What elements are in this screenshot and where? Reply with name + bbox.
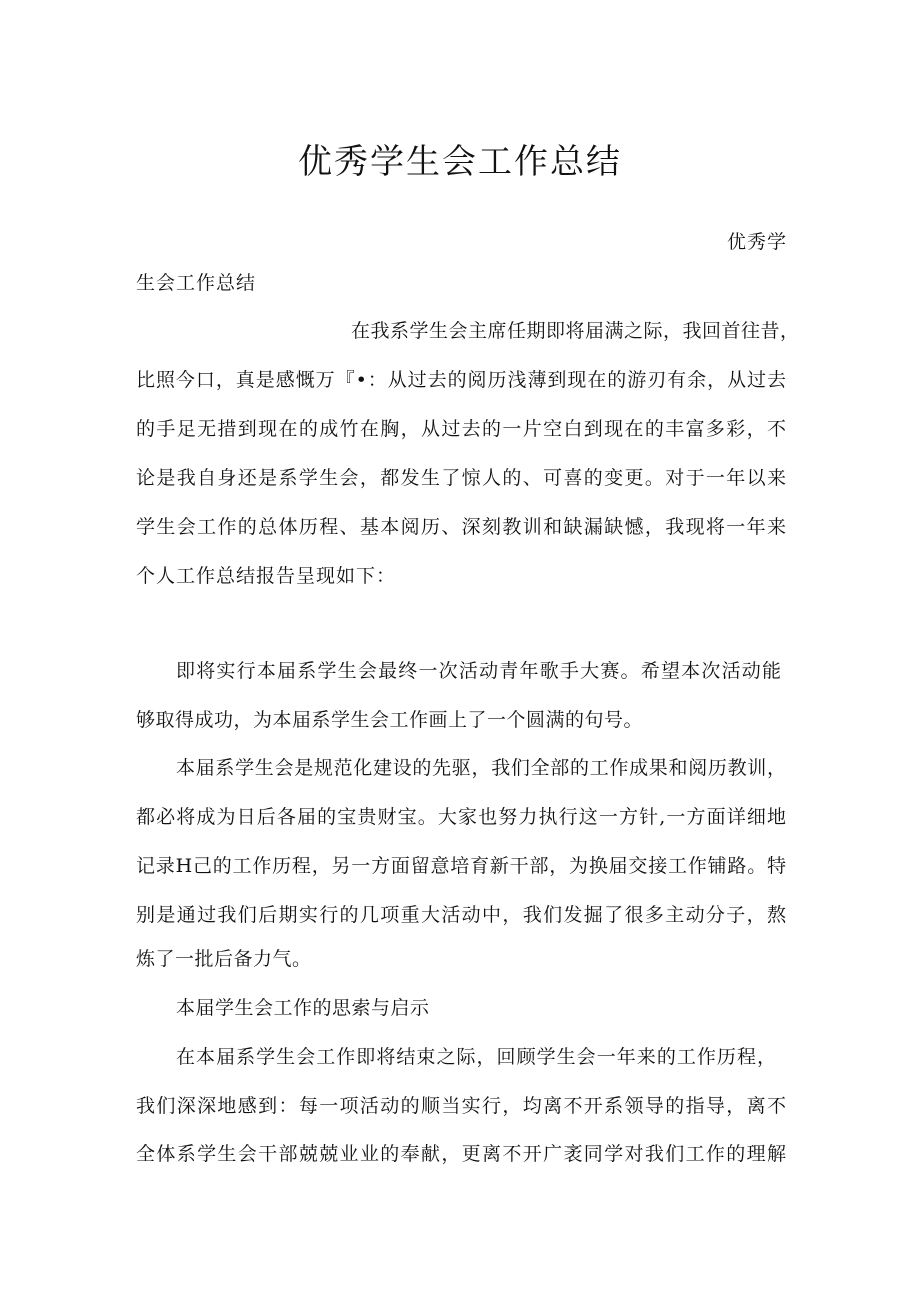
paragraph-line: 论是我自身还是系学生会，都发生了惊人的、可喜的变更。对于一年以来 (136, 467, 786, 489)
author-line-2: 生会工作总结 (136, 272, 257, 294)
paragraph-line: 我们深深地感到：每一项活动的顺当实行，均离不开系领导的指导，离不 (136, 1095, 786, 1117)
paragraph-line: 即将实行本届系学生会最终一次活动青年歌手大赛。希望本次活动能 (176, 660, 781, 682)
paragraph-line: 都必将成为日后各届的宝贵财宝。大家也努力执行这一方针,一方面详细地 (136, 806, 786, 828)
author-line-1: 优秀学 (727, 231, 788, 253)
paragraph-line: 炼了一批后备力气。 (136, 948, 312, 970)
paragraph-line: 学生会工作的总体历程、基本阅历、深刻教训和缺漏缺憾，我现将一年来 (136, 516, 786, 538)
paragraph-line: 本届系学生会是规范化建设的先驱，我们全部的工作成果和阅历教训， (176, 757, 786, 779)
paragraph-line: 别是通过我们后期实行的几项重大活动中，我们发掘了很多主动分子，熬 (136, 904, 786, 926)
page-title: 优秀学生会工作总结 (298, 142, 622, 182)
paragraph-line: 的手足无措到现在的成竹在胸，从过去的一片空白到现在的丰富多彩，不 (136, 418, 786, 440)
paragraph-line: 全体系学生会干部兢兢业业的奉献，更离不开广袤同学对我们工作的理解 (136, 1143, 786, 1165)
paragraph-line: 在我系学生会主席任期即将届满之际，我回首往昔， (351, 320, 800, 342)
paragraph-line: 个人工作总结报告呈现如下： (136, 565, 397, 587)
section-heading: 本届学生会工作的思索与启示 (176, 997, 430, 1019)
paragraph-line: 在本届系学生会工作即将结束之际，回顾学生会一年来的工作历程， (176, 1046, 776, 1068)
paragraph-line: 够取得成功，为本届系学生会工作画上了一个圆满的句号。 (136, 709, 644, 731)
paragraph-line: 记录H己的工作历程，另一方面留意培育新干部，为换届交接工作铺路。特 (136, 855, 786, 877)
paragraph-line: 比照今口，真是感慨万『•：从过去的阅历浅薄到现在的游刃有余，从过去 (136, 369, 786, 391)
